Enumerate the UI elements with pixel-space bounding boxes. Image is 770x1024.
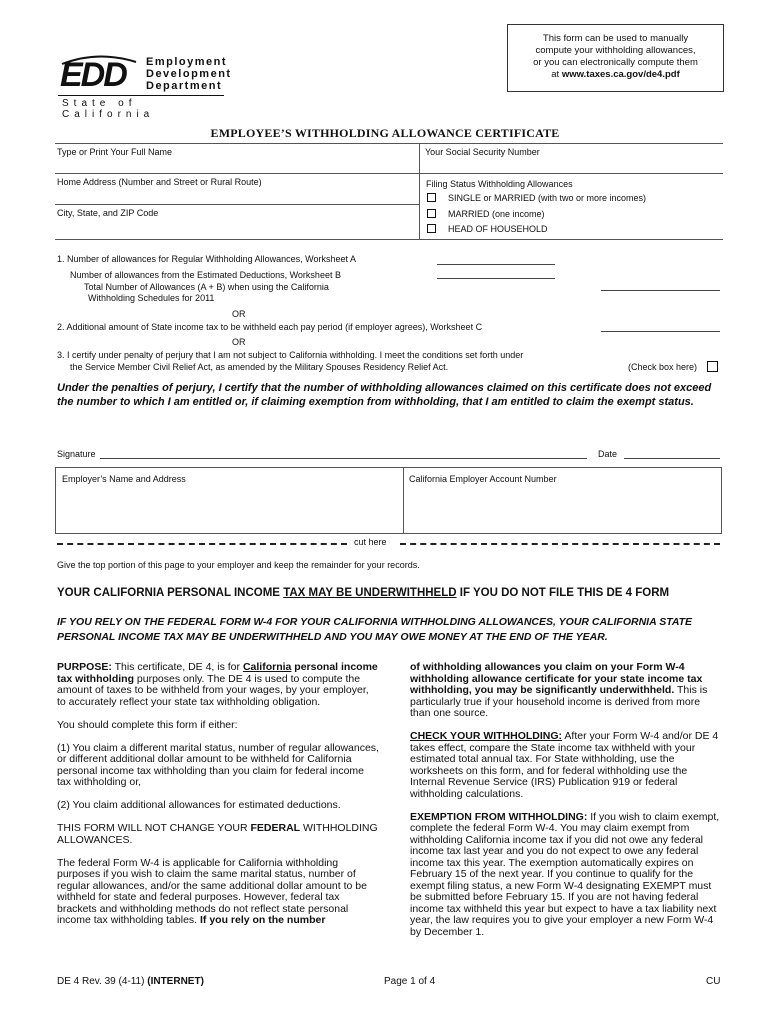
ssn-label: Your Social Security Number <box>425 147 540 157</box>
city-label: City, State, and ZIP Code <box>57 208 159 218</box>
rule-3 <box>55 204 419 205</box>
form-id: DE 4 Rev. 39 (4-11) (INTERNET) <box>57 976 204 987</box>
ssn-field[interactable] <box>425 158 721 173</box>
form-title: EMPLOYEE’S WITHHOLDING ALLOWANCE CERTIFICATE <box>210 126 560 140</box>
check-box-here-label: (Check box here) <box>628 362 698 372</box>
line-1a-input[interactable] <box>437 264 555 265</box>
city-field[interactable] <box>57 219 415 237</box>
filing-option-single: SINGLE or MARRIED (with two or more incomes) <box>448 193 647 203</box>
employer-name-label: Employer’s Name and Address <box>62 474 186 484</box>
logo-state: State of California <box>62 98 155 120</box>
perjury-statement: Under the penalties of perjury, I certify that the number of withholding allowances claimed on this certificate does not exceed the number to which I am entitled or, if claiming exemption from withholding, that I am entitled to claim the exempt status. <box>57 382 712 408</box>
or-1: OR <box>232 309 246 319</box>
employer-account-field[interactable] <box>408 487 718 531</box>
filing-status-label: Filing Status Withholding Allowances <box>426 179 573 189</box>
left-column <box>57 662 379 938</box>
give-top-portion: Give the top portion of this page to your employer and keep the remainder for your records. <box>57 560 420 570</box>
signature-field[interactable] <box>100 458 587 459</box>
will-not-change: THIS FORM WILL NOT CHANGE YOUR FEDERAL WITHHOLDING ALLOWANCES. <box>57 822 378 846</box>
full-name-field[interactable] <box>57 158 415 173</box>
logo-divider <box>58 95 224 96</box>
check-withholding-paragraph: CHECK YOUR WITHHOLDING: After your Form W-4 and/or DE 4 takes effect, compare the State income tax withheld with your estimated total annual tax. For State withholding, use the worksheets on this form, and for federal withholding use the Internal Revenue Service (IRS) Publication 919 or federal withholding calculations. <box>410 730 719 800</box>
purpose-paragraph: PURPOSE: This certificate, DE 4, is for California personal income tax withholding purposes only. The DE 4 is used to compute the amount of taxes to be withheld from your wages, by your employer, to accurately reflect your state tax withholding obligation. <box>57 661 378 708</box>
underwithheld-heading: YOUR CALIFORNIA PERSONAL INCOME TAX MAY BE UNDERWITHHELD IF YOU DO NOT FILE THIS DE 4 FORM <box>57 587 670 599</box>
line-1c-text-1: Total Number of Allowances (A + B) when using the California <box>84 282 329 292</box>
notice-url[interactable]: www.taxes.ca.gov/de4.pdf <box>561 69 680 80</box>
page-number: Page 1 of 4 <box>384 976 436 987</box>
notice-line-1: This form can be used to manually <box>542 33 689 44</box>
edd-logo <box>58 54 232 120</box>
top-rule <box>55 143 723 144</box>
notice-line-4: at www.taxes.ca.gov/de4.pdf <box>551 69 680 80</box>
line-3-checkbox[interactable] <box>707 361 718 372</box>
signature-label: Signature <box>57 449 96 459</box>
line-1b-text: Number of allowances from the Estimated Deductions, Worksheet B <box>70 270 341 280</box>
continued-paragraph: of withholding allowances you claim on your Form W-4 withholding allowance certificate for your state income tax withholding, you may be significantly underwithheld. This is particularly true if your household income is derived from more than one source. <box>410 661 708 719</box>
line-1b-input[interactable] <box>437 278 555 279</box>
cut-line-left <box>57 543 347 545</box>
federal-w4-warning: IF YOU RELY ON THE FEDERAL FORM W-4 FOR YOUR CALIFORNIA WITHHOLDING ALLOWANCES, YOUR CALIFORNIA STATE PERSONAL INCOME TAX MAY BE UNDERWITHHELD AND YOU MAY OWE MONEY AT THE END OF THE YEAR. <box>57 616 693 643</box>
or-2: OR <box>232 337 246 347</box>
address-field[interactable] <box>57 188 415 204</box>
federal-w4-paragraph: The federal Form W-4 is applicable for California withholding purposes if you wish to claim the same marital status, number of regular allowances, and/or the same additional dollar amount to be withheld for state and federal purposes. However, federal tax brackets and withholding methods do not reflect state personal income tax withholding tables. If you rely on the number <box>57 856 367 926</box>
employer-name-field[interactable] <box>60 487 398 531</box>
complete-if: You should complete this form if either: <box>57 718 238 731</box>
filing-option-hoh: HEAD OF HOUSEHOLD <box>448 224 548 234</box>
notice-line-2: compute your withholding allowances, <box>535 45 696 56</box>
reason-2: (2) You claim additional allowances for estimated deductions. <box>57 799 341 811</box>
rule-2 <box>55 173 723 174</box>
logo-line-3: Department <box>146 80 223 92</box>
date-label: Date <box>598 449 618 459</box>
cut-here-label: cut here <box>354 537 387 547</box>
filing-option-married: MARRIED (one income) <box>448 209 545 219</box>
notice-line-3: or you can electronically compute them <box>533 57 698 68</box>
address-label: Home Address (Number and Street or Rural Route) <box>57 177 262 187</box>
footer-code: CU <box>706 976 721 987</box>
logo-mark-text: EDD <box>60 56 126 94</box>
married-checkbox[interactable] <box>427 209 436 218</box>
rule-4 <box>55 239 723 240</box>
reason-1: (1) You claim a different marital status, number of regular allowances, or different additional dollar amount to be withheld for California personal income tax withholding than you claim for federal income tax withholding or, <box>57 741 379 788</box>
line-1c-text-2: Withholding Schedules for 2011 <box>88 293 215 303</box>
line-3-text-2: the Service Member Civil Relief Act, as amended by the Military Spouses Residency Relief Act. <box>70 362 449 372</box>
employer-account-label: California Employer Account Number <box>409 474 557 484</box>
exemption-paragraph: EXEMPTION FROM WITHHOLDING: If you wish to claim exempt, complete the federal Form W-4. You may claim exempt from withholding California income tax if you did not owe any federal income tax last year and you do not expect to owe any federal income tax this year. The exemption automatically expires on February 15 of the next year. If you continue to qualify for the exempt filing status, a new Form W-4 designating EXEMPT must be submitted before February 15. If you are not having federal income tax withheld this year but expect to have a tax liability next year, the law requires you to give your employer a new Form W-4 by December 1. <box>410 810 720 938</box>
logo-line-2: Development <box>146 68 232 80</box>
date-field[interactable] <box>624 458 720 459</box>
cut-line-right <box>400 543 720 545</box>
line-1-text: 1. Number of allowances for Regular Withholding Allowances, Worksheet A <box>57 254 356 264</box>
line-3-text-1: 3. I certify under penalty of perjury that I am not subject to California withholding. I meet the conditions set forth under <box>57 350 524 360</box>
line-1c-input[interactable] <box>601 290 720 291</box>
full-name-label: Type or Print Your Full Name <box>57 147 173 157</box>
head-of-household-checkbox[interactable] <box>427 224 436 233</box>
employer-divider <box>403 467 404 534</box>
logo-line-1: Employment <box>146 56 228 68</box>
line-2-text: 2. Additional amount of State income tax to be withheld each pay period (if employer agrees), Worksheet C <box>57 322 483 332</box>
single-checkbox[interactable] <box>427 193 436 202</box>
top-divider <box>419 143 420 239</box>
line-2-input[interactable] <box>601 331 720 332</box>
electronic-notice-box <box>507 24 724 92</box>
right-column <box>410 662 722 950</box>
